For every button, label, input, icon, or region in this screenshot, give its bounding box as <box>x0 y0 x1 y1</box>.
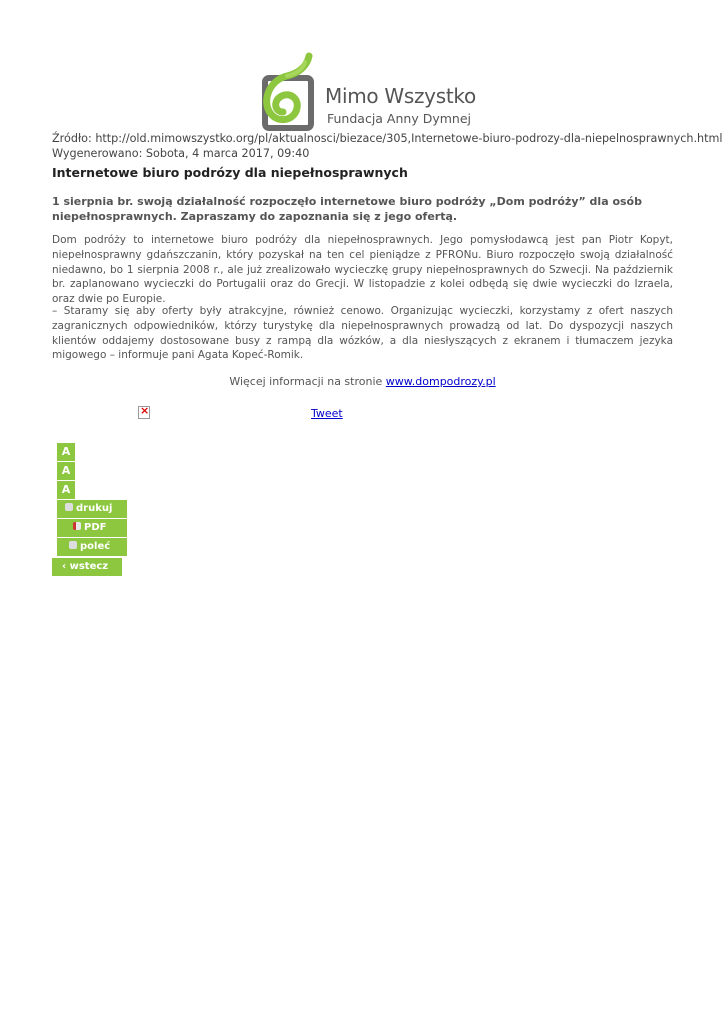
article-lead: 1 sierpnia br. swoją działalność rozpoczęło internetowe biuro podróży „Dom podróży” dla osób niepełnosprawnych. Zapraszamy do zapoznania się z jego ofertą. <box>52 195 642 223</box>
logo-subtitle: Fundacja Anny Dymnej <box>327 111 471 126</box>
printer-icon <box>65 503 73 511</box>
font-size-large-button[interactable]: A <box>57 481 75 499</box>
back-button[interactable] <box>52 558 122 576</box>
article-title: Internetowe biuro podrózy dla niepełnosprawnych <box>52 165 408 180</box>
pdf-icon <box>73 522 81 530</box>
more-info <box>0 375 725 388</box>
back-arrow-icon: ‹ <box>62 561 70 572</box>
source-url: Źródło: http://old.mimowszystko.org/pl/aktualnosci/biezace/305,Internetowe-biuro-podrozy-dla-niepelnosprawnych.html <box>52 132 723 145</box>
tweet-link[interactable]: Tweet <box>311 407 343 420</box>
article-paragraph: – Staramy się aby oferty były atrakcyjne, również cenowo. Organizując wycieczki, korzystamy z ofert naszych zagranicznych odpowiedników, którzy turystykę dla niepełnosprawnych prowadzą od lat. Do dyspozycji naszych klientów oddajemy dostosowane busy z rampą dla wózków, a dla niesłyszących z ekranem i tłumaczem jezyka migowego – informuje pani Agata Kopeć-Romik. <box>52 305 673 362</box>
logo-title: Mimo Wszystko <box>325 84 476 108</box>
font-size-medium-button[interactable]: A <box>57 462 75 480</box>
recommend-button[interactable] <box>57 538 127 556</box>
recommend-label: poleć <box>80 541 111 552</box>
spiral-logo-icon <box>253 52 323 134</box>
print-label: drukuj <box>76 503 113 514</box>
logo <box>253 52 478 134</box>
back-label: wstecz <box>69 561 109 572</box>
pdf-label: PDF <box>84 522 107 533</box>
print-button[interactable] <box>57 500 127 518</box>
document-meta <box>52 131 723 161</box>
more-info-text: Więcej informacji na stronie <box>229 375 386 388</box>
envelope-icon <box>69 541 77 549</box>
article-paragraph: Dom podróży to internetowe biuro podróży dla niepełnosprawnych. Jego pomysłodawcą jest pan Piotr Kopyt, niepełnosprawny gdańszczanin, który pozyskał na ten cel pieniądze z PFRONu. Biuro rozpoczęło swoją działalność niedawno, bo 1 sierpnia 2008 r., ale już zrealizowało wycieczkę grupy niepełnosprawnych do Szwecji. Na październik br. zaplanowano wycieczki do Portugalii oraz do Grecji. W listopadzie z kolei odbędą się dwie wycieczki do Izraela, oraz dwie po Europie. <box>52 234 673 306</box>
broken-image-icon[interactable]: × <box>140 404 150 417</box>
font-size-small-button[interactable]: A <box>57 443 75 461</box>
pdf-button[interactable] <box>57 519 127 537</box>
generated-date: Wygenerowano: Sobota, 4 marca 2017, 09:40 <box>52 147 310 160</box>
more-info-link[interactable]: www.dompodrozy.pl <box>385 375 496 388</box>
